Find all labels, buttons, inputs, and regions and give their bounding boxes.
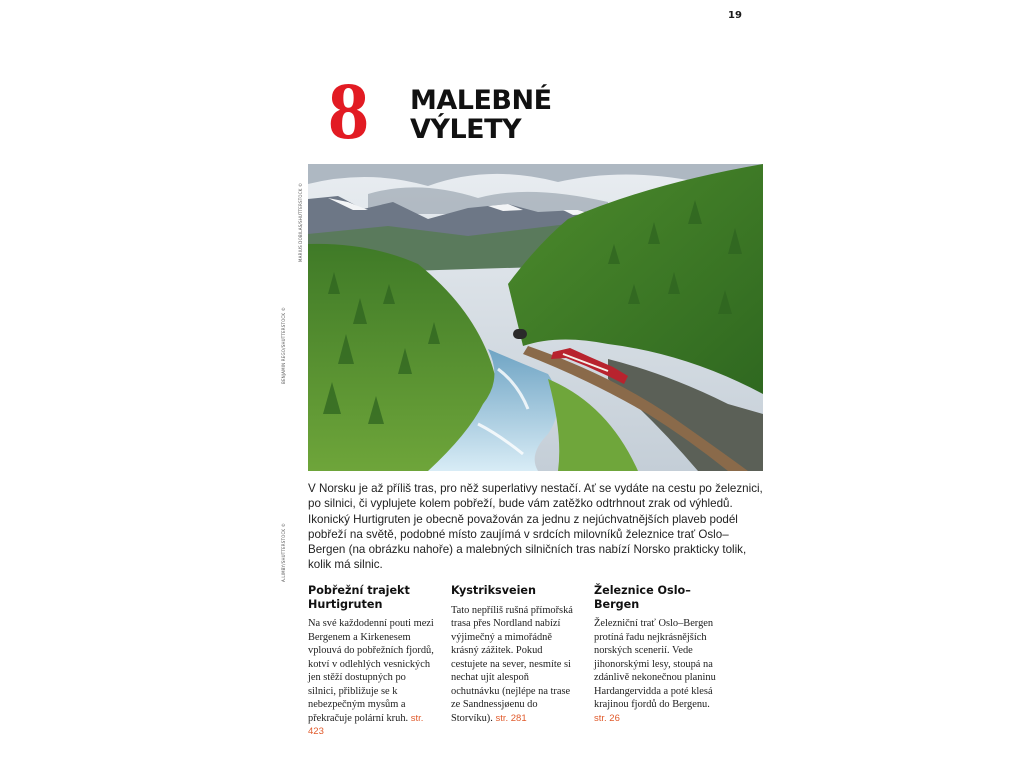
column-text: Železniční trať Oslo–Bergen protíná řadu nejkrásnějších norských scenerií. Vede jihonorskými lesy, stoupá na zdánlivě nekonečnou planinu Hardangervidda a poté klesá krajinou fjordů do Bergenu. str. 26 xyxy=(594,618,716,724)
landscape-illustration xyxy=(308,164,763,471)
column-text: Tato nepříliš rušná přímořská trasa přes Nordland nabízí výjimečný a mimořádně krásný zážitek. Pokud cestujete na sever, nesmíte si nechat ujít alespoň ochutnávku (nejlépe na trase ze Sandnessjøenu do Storvíku). str. 281 xyxy=(451,604,573,724)
photo-credit-2: BENJAMIN REGO/SHUTTERSTOCK © xyxy=(281,307,286,384)
column-kystriksveien xyxy=(451,584,579,725)
photo-credit-3: A.LIMBY/SHUTTERSTOCK © xyxy=(281,523,286,582)
section-number: 8 xyxy=(328,65,369,156)
page-reference-link[interactable]: str. 281 xyxy=(495,712,527,724)
column-hurtigruten xyxy=(308,584,436,739)
column-title: Železnice Oslo–Bergen xyxy=(594,584,691,611)
column-oslo-bergen-railway xyxy=(594,584,722,725)
page-reference-link[interactable]: str. 26 xyxy=(594,712,620,724)
column-text: Na své každodenní pouti mezi Bergenem a Kirkenesem vplouvá do pobřežních fjordů, kotví v odlehlých vesnických jen stěží dostupných po silnici, přibližuje se k nebezpečným mysům a překračuje polární kruh. str. 423 xyxy=(308,618,434,737)
page-reference-link[interactable]: str. 423 xyxy=(308,712,424,737)
section-title-line-2: VÝLETY xyxy=(410,114,522,145)
photo-credit-hero: MARIUS DOBILAS/SHUTTERSTOCK © xyxy=(298,182,303,262)
column-title: Kystriksveien xyxy=(451,584,536,597)
column-title: Pobřežní trajekt Hurtigruten xyxy=(308,584,410,611)
page-number: 19 xyxy=(728,10,742,21)
section-title xyxy=(410,86,552,144)
intro-paragraph: V Norsku je až příliš tras, pro něž superlativy nestačí. Ať se vydáte na cestu po železnici, po silnici, či vyplujete kolem pobřeží, bude vám zatěžko odtrhnout zrak od výhledů. Ikonický Hurtigruten je obecně považován za jednu z nejúchvatnějších plaveb podél pobřeží na světě, podobné místo zaujímá v srdcích milovníků železnice trať Oslo–Bergen (na obrázku nahoře) a malebných silničních tras nabízí Norsko prakticky tolik, kolik má silnic. xyxy=(308,482,763,572)
hero-photo-train-river xyxy=(308,164,763,471)
section-title-line-1: MALEBNÉ xyxy=(410,85,552,116)
